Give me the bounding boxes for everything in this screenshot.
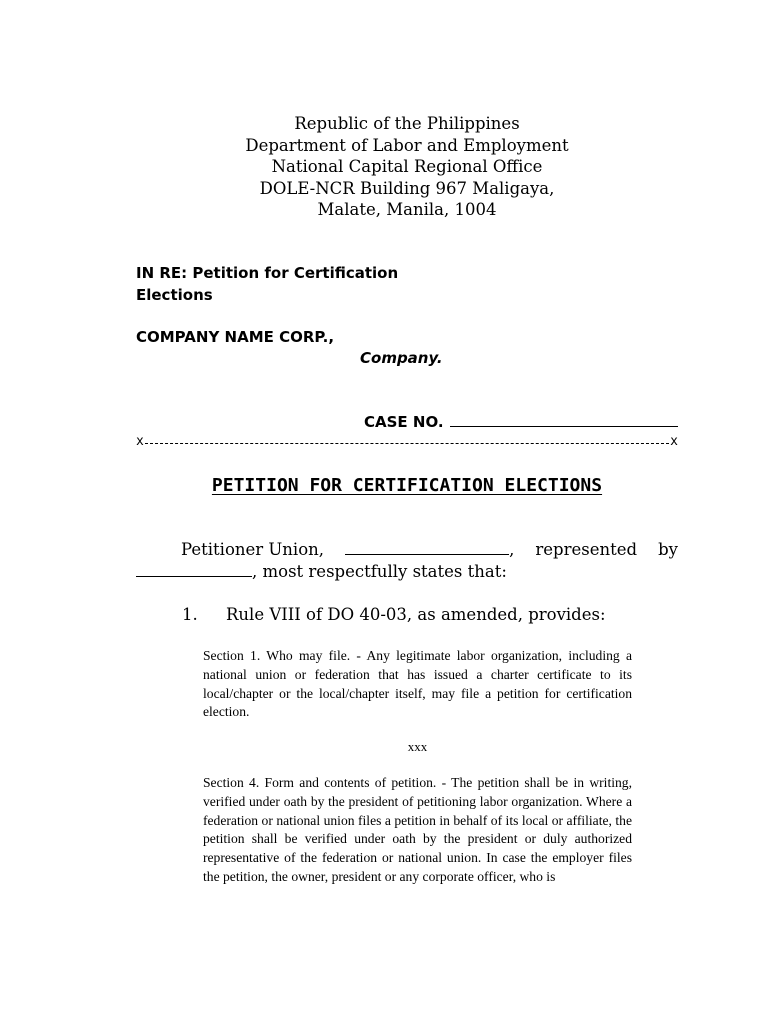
letterhead <box>136 113 678 221</box>
letterhead-line-city: Malate, Manila, 1004 <box>317 200 497 219</box>
representative-blank <box>136 562 252 577</box>
case-number-blank <box>450 411 678 427</box>
item-text: Rule VIII of DO 40-03, as amended, provides: <box>226 605 606 624</box>
document-title-text: PETITION FOR CERTIFICATION ELECTIONS <box>211 475 603 496</box>
union-name-blank <box>345 540 509 555</box>
company-name: COMPANY NAME CORP., <box>136 328 335 346</box>
by-label: by <box>658 540 678 559</box>
letterhead-line-republic: Republic of the Philippines <box>294 114 520 133</box>
caption-separator <box>136 432 678 452</box>
petitioner-label: Petitioner Union, <box>181 540 325 559</box>
in-re-caption <box>136 262 456 306</box>
separator-start: x <box>136 434 144 449</box>
case-number-label: CASE NO. <box>364 413 444 431</box>
company-role: Company. <box>360 349 443 367</box>
in-re-line-2: Elections <box>136 286 213 304</box>
intro-line-2-text: , most respectfully states that: <box>252 562 507 581</box>
quoted-section-1: Section 1. Who may file. - Any legitimate labor organization, including a national union or federation that has issued a charter certificate to its local/chapter or the local/chapter itself, may file a petition for certification election. <box>203 648 632 720</box>
quoted-section-4: Section 4. Form and contents of petition. - The petition shall be in writing, verified under oath by the president of petitioning labor organization. Where a federation or national union files a petition in behalf of its local or affiliate, the petition shall be verified under oath by the president or duly authorized representative of the federation or national union. In case the employer files the petition, the owner, president or any corporate officer, who is <box>203 775 632 884</box>
intro-paragraph <box>136 539 678 583</box>
item-number: 1. <box>182 605 198 624</box>
intro-line-1 <box>136 539 678 561</box>
separator-end: x <box>670 434 678 449</box>
letterhead-line-regional-office: National Capital Regional Office <box>271 157 543 176</box>
intro-line-2 <box>136 561 678 583</box>
document-title <box>136 474 678 498</box>
separator-dashes <box>145 443 669 444</box>
quoted-ellipsis: xxx <box>407 739 428 754</box>
in-re-line-1: IN RE: Petition for Certification <box>136 264 399 282</box>
represented-label: represented <box>535 540 638 559</box>
union-name-comma: , <box>509 540 515 559</box>
letterhead-line-department: Department of Labor and Employment <box>245 135 569 155</box>
union-name-field <box>345 539 514 561</box>
case-number <box>364 411 678 433</box>
numbered-item-1 <box>182 604 678 626</box>
letterhead-line-building: DOLE-NCR Building 967 Maligaya, <box>259 178 555 198</box>
